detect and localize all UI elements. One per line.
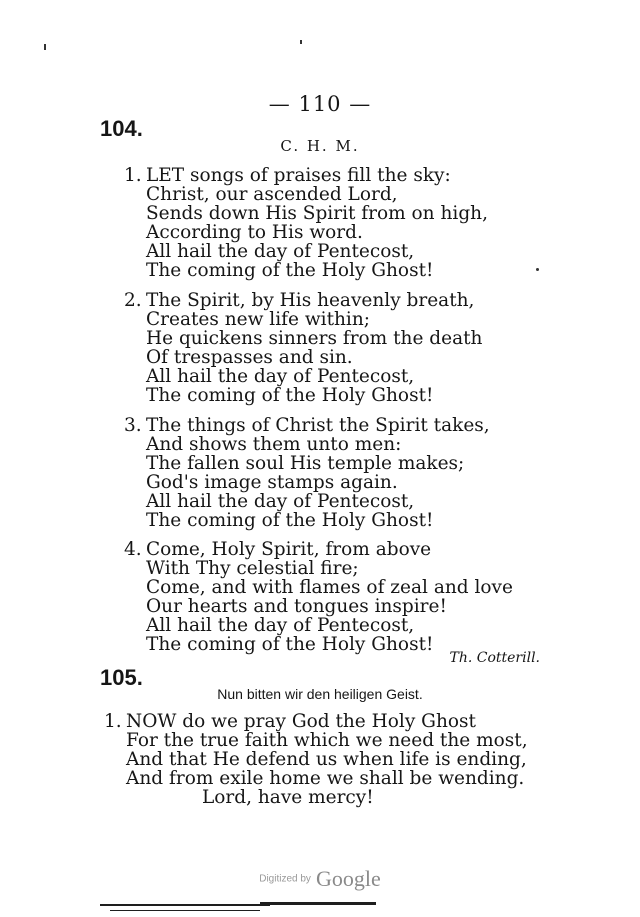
google-logo: Google (316, 866, 381, 891)
stanza-line: And from exile home we shall be wending. (126, 768, 525, 789)
stanza-line: Sends down His Spirit from on high, (146, 203, 488, 224)
stanza-line: Of trespasses and sin. (146, 347, 353, 368)
watermark-prefix: Digitized by (259, 873, 311, 885)
stanza-line: Our hearts and tongues inspire! (146, 596, 447, 617)
stanza-line: The fallen soul His temple makes; (146, 453, 465, 474)
print-speck (44, 44, 46, 50)
stanza-line: Christ, our ascended Lord, (146, 184, 398, 205)
stanza-line: 2. The Spirit, by His heavenly breath, (124, 290, 475, 311)
stanza-line: All hail the day of Pentecost, (146, 241, 415, 262)
stanza-line: For the true faith which we need the most, (126, 730, 528, 751)
hymn-attribution: C. H. M. (280, 137, 360, 155)
stanza-line: 1. LET songs of praises fill the sky: (124, 165, 451, 186)
hymn-author: Th. Cotterill. (449, 650, 540, 666)
bottom-rule (260, 902, 376, 905)
stanza-line: All hail the day of Pentecost, (146, 366, 415, 387)
stanza-number: 3. (124, 415, 142, 436)
stanza-number: 1. (124, 165, 142, 186)
stanza-line: All hail the day of Pentecost, (146, 491, 415, 512)
bottom-rule (100, 904, 270, 906)
stanza (124, 291, 482, 405)
stanza-line: 3. The things of Christ the Spirit takes, (124, 415, 490, 436)
stanza-line: 4. Come, Holy Spirit, from above (124, 539, 432, 560)
stanza-line: Creates new life within; (146, 309, 370, 330)
stanza (124, 166, 488, 280)
stanza-line: And shows them unto men: (146, 434, 402, 455)
stanza-line: All hail the day of Pentecost, (146, 615, 415, 636)
stanza-line: The coming of the Holy Ghost! (146, 385, 434, 406)
stanza-line: The coming of the Holy Ghost! (146, 260, 434, 281)
stanza-line: God's image stamps again. (146, 472, 398, 493)
stanza-line: According to His word. (146, 222, 363, 243)
stanza (124, 540, 513, 654)
stanza (124, 416, 490, 530)
stanza-number: 1. (104, 711, 122, 732)
stanza-line: And that He defend us when life is ending, (126, 749, 527, 770)
digitized-watermark (0, 866, 640, 892)
stanza-line: The coming of the Holy Ghost! (146, 634, 434, 655)
page-number: — 110 — (268, 92, 372, 116)
stanza-line: Lord, have mercy! (202, 787, 374, 808)
stanza-number: 2. (124, 290, 142, 311)
hymn-number: 105. (100, 665, 143, 690)
stanza-line: With Thy celestial fire; (146, 558, 359, 579)
stanza-line: 1. NOW do we pray God the Holy Ghost (104, 711, 476, 732)
print-speck (536, 268, 539, 271)
stanza (104, 712, 528, 807)
hymn-number: 104. (100, 116, 143, 141)
print-speck (300, 40, 302, 44)
stanza-line: Come, and with flames of zeal and love (146, 577, 513, 598)
hymn-attribution: Nun bitten wir den heiligen Geist. (217, 686, 423, 702)
stanza-line: He quickens sinners from the death (146, 328, 483, 349)
bottom-rule (110, 910, 260, 911)
stanza-number: 4. (124, 539, 142, 560)
stanza-line: The coming of the Holy Ghost! (146, 510, 434, 531)
